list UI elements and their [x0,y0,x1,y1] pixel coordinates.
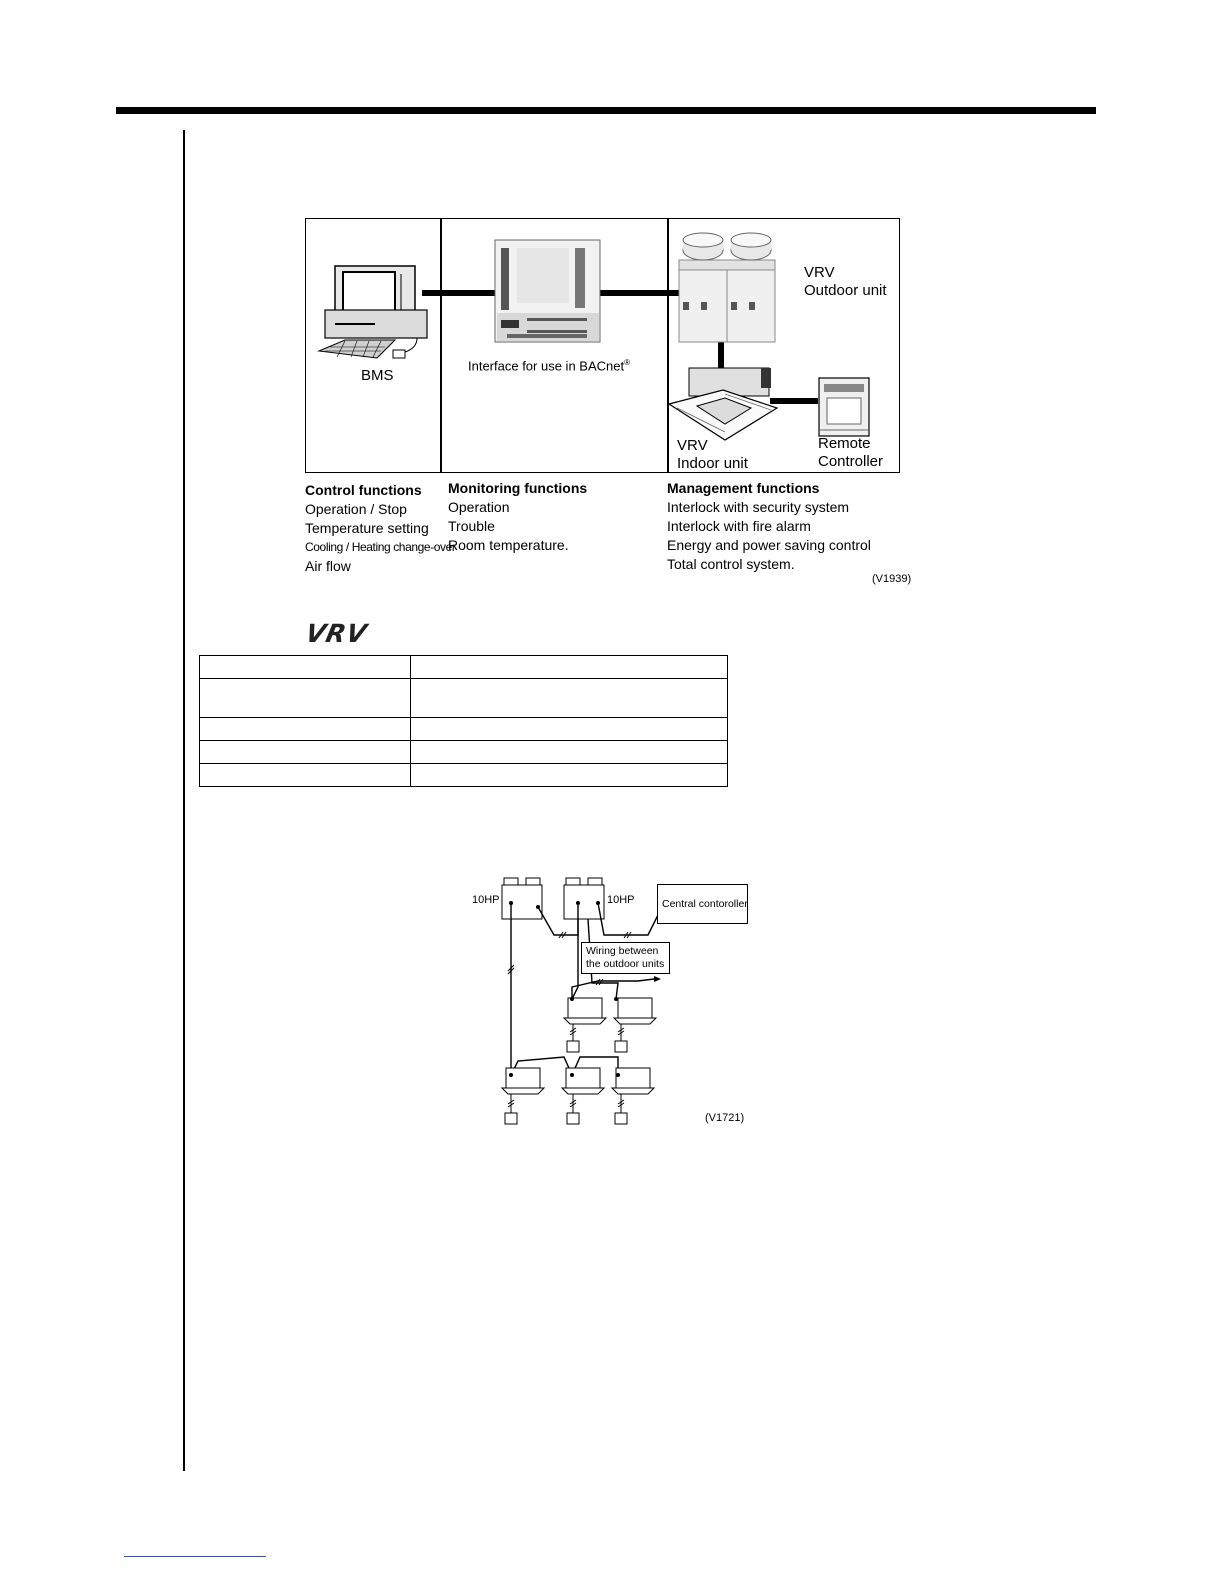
outdoor-unit-icon [679,233,775,342]
central-controller-box: Central contoroller [657,884,748,924]
system-diagram-art [305,218,900,473]
outdoor-wiring-line2: the outdoor units [586,958,665,970]
outdoor-unit-right-label: 10HP [607,894,635,906]
table-row [200,718,728,741]
indoor-unit-line1: VRV [677,437,708,454]
remote-controller-icon [819,378,869,436]
management-function-item: Total control system. [667,556,795,572]
indoor-unit-icon [669,368,777,440]
table-row [200,679,728,718]
outdoor-unit-label [804,264,887,300]
management-function-item: Interlock with security system [667,499,850,515]
outdoor-wiring-line1: Wiring between [586,945,659,957]
outdoor-unit-left-label: 10HP [472,894,500,906]
management-functions [667,479,871,574]
outdoor-unit-line2: Outdoor unit [804,282,887,299]
table-cell [411,656,728,679]
monitoring-functions-heading: Monitoring functions [448,480,588,496]
interface-outdoor-line [600,290,680,296]
management-functions-heading: Management functions [667,480,820,496]
table-cell [411,741,728,764]
figure-code: (V1939) [872,573,912,585]
indoor-unit-label [677,437,748,473]
table-cell [411,764,728,787]
monitoring-function-item: Trouble [448,518,495,534]
management-function-item: Interlock with fire alarm [667,518,811,534]
table-row [200,656,728,679]
table-cell [200,741,411,764]
outdoor-wiring-box [581,942,670,974]
remote-controller-line2: Controller [818,453,884,470]
table-cell [411,679,728,718]
outdoor-unit-line1: VRV [804,264,835,281]
table-cell [200,764,411,787]
computer-icon [319,266,427,358]
system-diagram [0,0,1224,600]
remote-controller-line1: Remote [818,435,871,452]
table-row [200,741,728,764]
table-row [200,764,728,787]
bms-interface-line [422,290,497,296]
remote-controller-label [818,435,883,471]
interface-label: Interface for use in BACnet® [468,358,630,374]
interface-unit-icon [495,240,600,342]
control-function-item: Air flow [305,558,351,574]
monitoring-function-item: Operation [448,499,510,515]
control-functions [305,481,456,576]
vrv-logo: VRV [302,619,371,648]
control-function-item: Temperature setting [305,520,429,536]
management-function-item: Energy and power saving control [667,537,871,553]
registered-mark: ® [624,358,630,367]
table-cell [411,718,728,741]
control-function-item: Operation / Stop [305,501,407,517]
table-cell [200,718,411,741]
bms-label: BMS [361,367,394,384]
table-cell [200,656,411,679]
spec-table [199,655,728,787]
outdoor-unit-left [502,885,542,919]
wiring-figure-code: (V1721) [705,1112,745,1124]
table-cell [200,679,411,718]
footer-link-underline[interactable] [124,1556,266,1557]
control-functions-heading: Control functions [305,482,422,498]
indoor-remote-line [770,398,818,404]
monitoring-function-item: Room temperature. [448,537,569,553]
monitoring-functions [448,479,587,555]
control-function-item: Cooling / Heating change-over [305,540,456,554]
indoor-unit-line2: Indoor unit [677,455,748,472]
